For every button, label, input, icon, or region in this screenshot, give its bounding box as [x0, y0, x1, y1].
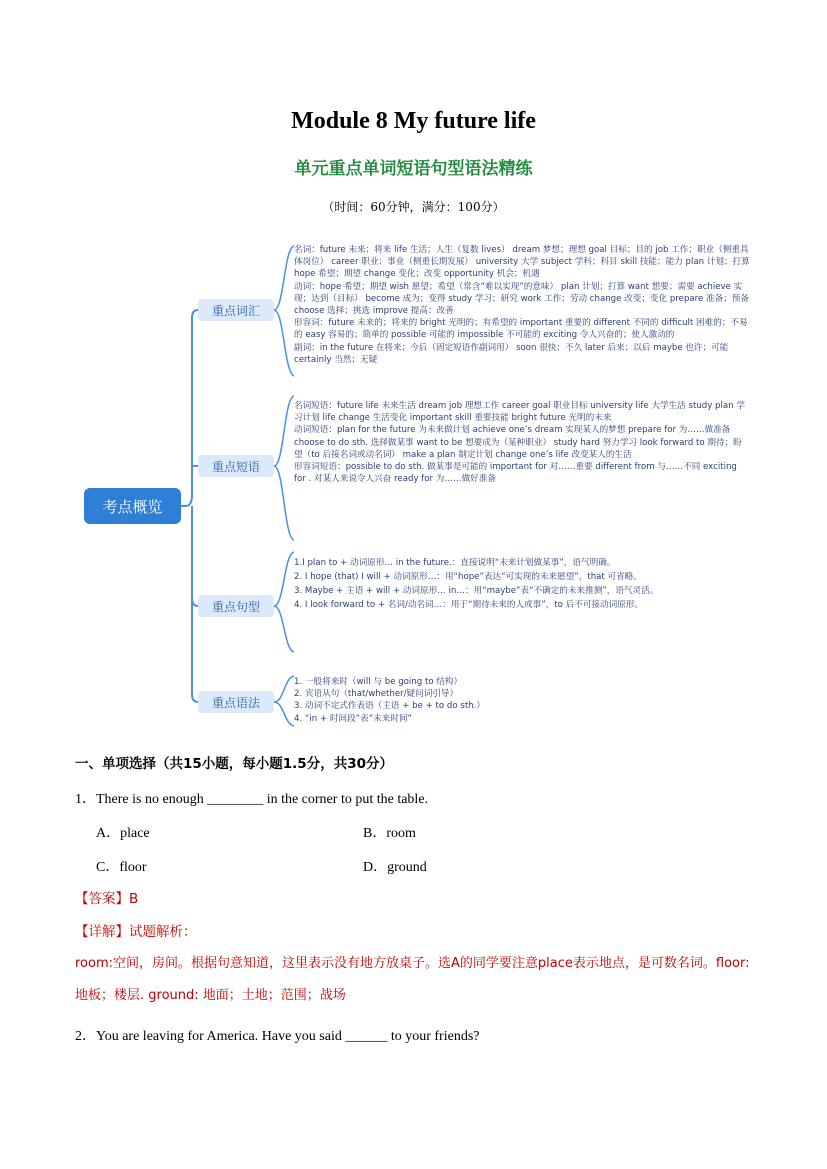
- branch-vocabulary-content: 名词：future 未来；将来 life 生活；人生（复数 lives） dream 梦想；理想 goal 目标；目的 job 工作；职业（侧重具体岗位） career 职业；事业（侧重长期发展） university 大学 subject 学科；科目 skill 技能；能力 plan 计划；打算 hope 希望；期望 change 变化；改变 opportunity 机会；机遇 动词：hope 希望；期望 wish 愿望；希望（常含“难以实现”的意味） plan 计划；打算 want 想要；需要 achieve 实现；达到（目标） become 成为；变得 study 学习；研究 work 工作；劳动 change 改变；变化 prepare 准备；预备 choose 选择；挑选 improve 提高；改善 形容词：future 未来的；将来的 bright 光明的；有希望的 important 重要的 different 不同的 difficult 困难的；不易的 easy 容易的；简单的 possible 可能的 impossible 不可能的 exciting 令人兴奋的；使人激动的 副词：in the future 在将来；今后（固定短语作副词用） soon 很快；不久 later 后来；以后 maybe 也许；可能 certainly 当然；无疑: [294, 245, 750, 365]
- question-1-answer: 【答案】B: [75, 891, 139, 907]
- mind-map-center: 考点概览: [84, 488, 181, 524]
- time-info: （时间：60分钟，满分：100分）: [322, 200, 505, 214]
- branch-grammar: 重点语法: [198, 691, 274, 713]
- section-heading: 一、单项选择（共15小题，每小题1.5分，共30分）: [75, 756, 393, 772]
- branch-phrases: 重点短语: [198, 455, 274, 477]
- question-1-explanation: room:空间，房间。根据句意知道，这里表示没有地方放桌子。选A的同学要注意place表示地点，是可数名词。floor: 地板；楼层. ground: 地面；土地；范围；战场: [75, 956, 750, 1003]
- branch-phrases-content: 名词短语：future life 未来生活 dream job 理想工作 career goal 职业目标 university life 大学生活 study plan 学习计划 life change 生活变化 important skill 重要技能 bright future 光明的未来 动词短语：plan for the future 为未来做计划 achieve one’s dream 实现某人的梦想 prepare for 为……做准备 choose to do sth. 选择做某事 want to be 想要成为（某种职业） study hard 努力学习 look forward to 期待；盼望（to 后接名词或动名词） make a plan 制定计划 change one’s life 改变某人的生活 形容词短语：possible to do sth. 做某事是可能的 important for 对……重要 different from 与……不同 exciting for . 对某人来说令人兴奋 ready for 为……做好准备: [294, 401, 745, 485]
- question-1-option-a: A．place: [96, 826, 150, 841]
- question-1-option-b: B．room: [363, 826, 416, 841]
- question-1-text: 1．There is no enough ________ in the corner to put the table.: [75, 792, 429, 807]
- question-1-option-d: D．ground: [363, 860, 427, 875]
- page-subtitle: 单元重点单词短语句型语法精练: [294, 159, 533, 179]
- branch-vocabulary: 重点词汇: [198, 299, 274, 321]
- question-1-detail-label: 【详解】试题解析：: [75, 924, 197, 940]
- question-2-text: 2．You are leaving for America. Have you said ______ to your friends?: [75, 1029, 480, 1044]
- page-title: Module 8 My future life: [291, 108, 536, 134]
- mind-map: [80, 238, 760, 730]
- branch-grammar-content: 1. 一般将来时（will 与 be going to 结构） 2. 宾语从句（that/whether/疑问词引导） 3. 动词不定式作表语（主语 + be + to do sth.） 4. “in + 时间段”表“未来时间”: [294, 677, 485, 724]
- question-1-option-c: C．floor: [96, 860, 147, 875]
- branch-sentences: 重点句型: [198, 595, 274, 617]
- branch-sentences-content: 1.I plan to + 动词原形… in the future.：直接说明“未来计划做某事”，语气明确。 2. I hope (that) I will + 动词原形…：用“hope”表达“可实现的未来愿望”，that 可省略。 3. Maybe + 主语 + will + 动词原形… in…：用“maybe”表“不确定的未来推测”，语气灵活。 4. I look forward to + 名词/动名词…：用于“期待未来的人或事”，to 后不可接动词原形。: [294, 558, 659, 610]
